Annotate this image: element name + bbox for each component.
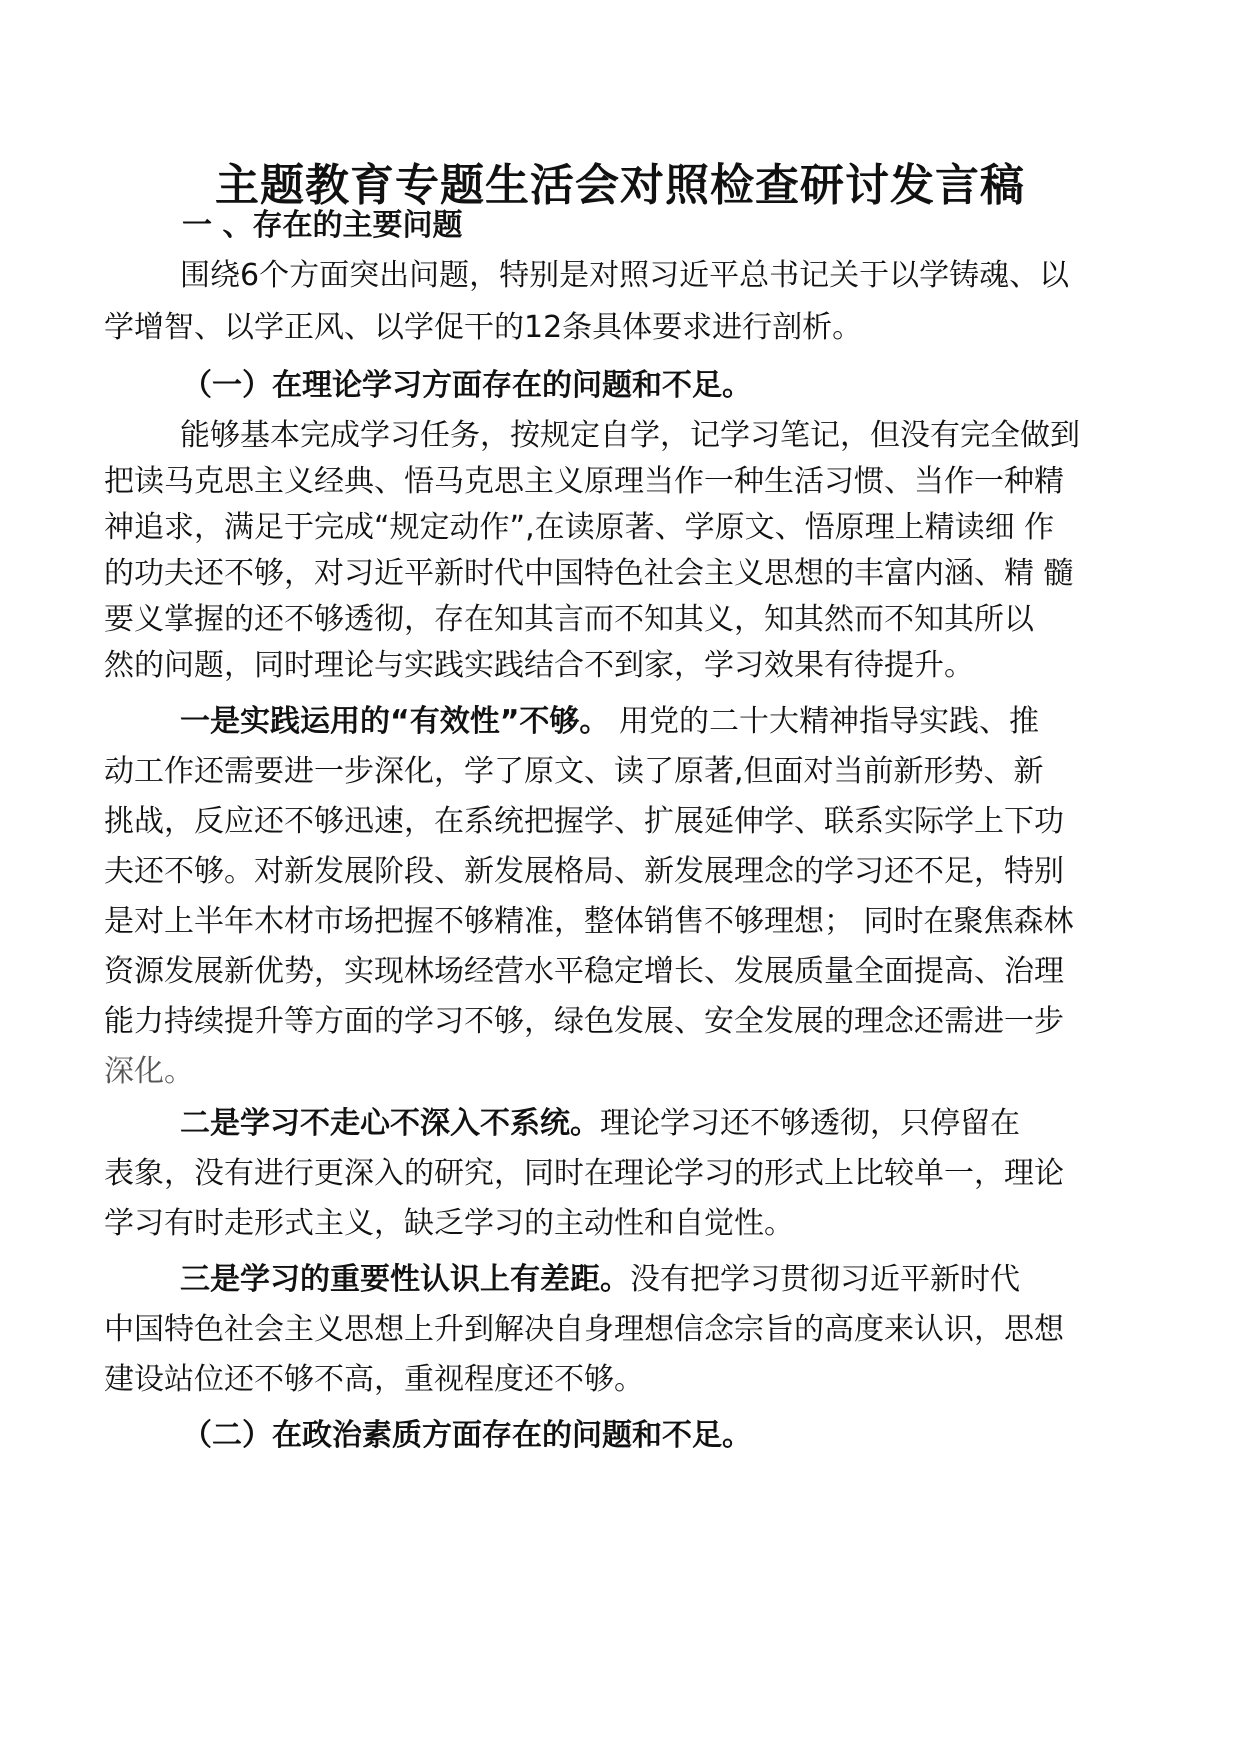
paragraph-line: 学习有时走形式主义，缺乏学习的主动性和自觉性。	[104, 1206, 794, 1241]
paragraph-line: 中国特色社会主义思想上升到解决自身理想信念宗旨的高度来认识，思想	[104, 1312, 1064, 1347]
point-three-lead: 三是学习的重要性认识上有差距。	[180, 1262, 630, 1297]
point-two-lead: 二是学习不走心不深入不系统。	[180, 1106, 600, 1141]
subsection-heading-political-quality: （二）在政治素质方面存在的问题和不足。	[182, 1418, 752, 1453]
point-two-first-line	[180, 1104, 1020, 1144]
paragraph-line: 资源发展新优势，实现林场经营水平稳定增长、发展质量全面提高、治理	[104, 954, 1064, 989]
section-heading-main-problems: 一 、存在的主要问题	[182, 208, 463, 243]
intro-line-2: 学增智、以学正风、以学促干的12条具体要求进行剖析。	[104, 310, 863, 345]
paragraph-line: 动工作还需要进一步深化，学了原文、读了原著,但面对当前新形势、新	[104, 754, 1044, 789]
paragraph-line: 能够基本完成学习任务，按规定自学，记学习笔记，但没有完全做到	[180, 418, 1080, 453]
point-three-first-line	[180, 1260, 1020, 1300]
paragraph-line: 的功夫还不够，对习近平新时代中国特色社会主义思想的丰富内涵、精 髓	[104, 556, 1074, 591]
point-one-first-line	[180, 702, 1039, 742]
point-one-text: 用党的二十大精神指导实践、推	[609, 704, 1039, 739]
paragraph-line: 挑战，反应还不够迅速，在系统把握学、扩展延伸学、联系实际学上下功	[104, 804, 1064, 839]
document-title: 主题教育专题生活会对照检查研讨发言稿	[215, 160, 1025, 211]
point-three-text: 没有把学习贯彻习近平新时代	[630, 1262, 1020, 1297]
paragraph-line: 要义掌握的还不够透彻，存在知其言而不知其义，知其然而不知其所以	[104, 602, 1034, 637]
paragraph-line: 表象，没有进行更深入的研究，同时在理论学习的形式上比较单一，理论	[104, 1156, 1064, 1191]
paragraph-line: 夫还不够。对新发展阶段、新发展格局、新发展理念的学习还不足，特别	[104, 854, 1064, 889]
point-one-lead: 一是实践运用的“有效性”不够。	[180, 704, 610, 739]
paragraph-line: 神追求，满足于完成“规定动作”,在读原著、学原文、悟原理上精读细 作	[104, 510, 1055, 545]
paragraph-line: 深化。	[104, 1054, 194, 1089]
point-two-text: 理论学习还不够透彻，只停留在	[600, 1106, 1020, 1141]
paragraph-line: 然的问题，同时理论与实践实践结合不到家，学习效果有待提升。	[104, 648, 974, 683]
paragraph-line: 能力持续提升等方面的学习不够，绿色发展、安全发展的理念还需进一步	[104, 1004, 1064, 1039]
paragraph-line: 建设站位还不够不高，重视程度还不够。	[104, 1362, 644, 1397]
intro-line-1: 围绕6个方面突出问题，特别是对照习近平总书记关于以学铸魂、以	[180, 258, 1070, 293]
paragraph-line: 把读马克思主义经典、悟马克思主义原理当作一种生活习惯、当作一种精	[104, 464, 1064, 499]
paragraph-line: 是对上半年木材市场把握不够精准，整体销售不够理想； 同时在聚焦森林	[104, 904, 1074, 939]
subsection-heading-theory-study: （一）在理论学习方面存在的问题和不足。	[182, 368, 752, 403]
